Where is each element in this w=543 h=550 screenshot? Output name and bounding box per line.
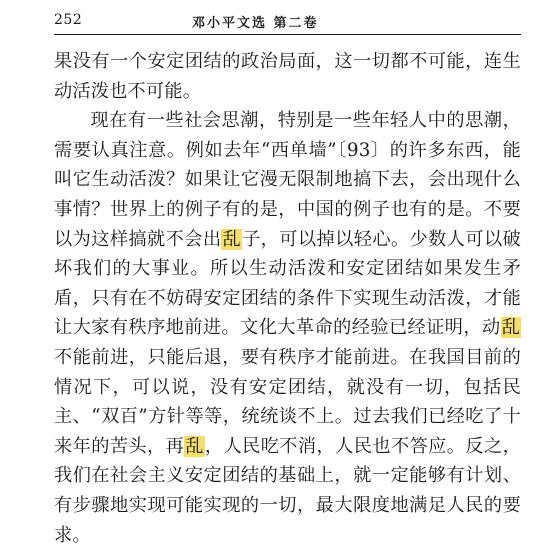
page-header bbox=[54, 10, 521, 35]
running-title: 邓小平文选 第二卷 bbox=[192, 16, 319, 31]
text-segment: 现在有一些社会思潮，特别是一些年轻人中的思潮，需要认真注意。例如去年“西单墙”〔93〕的许多东西，能叫它生动活泼？如果让它漫无限制地搞下去，会出现什么事情？世界上的例子有的是，中国的例子也有的是。不要以为这样搞就不会出 bbox=[54, 110, 521, 250]
text-segment: 果没有一个安定团结的政治局面，这一切都不可能，连生动活泼也不可能。 bbox=[54, 51, 521, 102]
paragraph-social-trends bbox=[54, 106, 521, 550]
highlighted-word: 乱 bbox=[185, 435, 204, 457]
text-segment: 不能前进，只能后退，要有秩序才能前进。在我国目前的情况下，可以说，没有安定团结，就没有一切，包括民主、“双百”方针等等，统统谈不上。过去我们已经吃了十来年的苦头，再 bbox=[54, 346, 521, 457]
body-text bbox=[54, 47, 521, 550]
highlighted-word: 乱 bbox=[222, 228, 242, 250]
text-segment: ，人民吃不消，人民也不答应。反之，我们在社会主义安定团结的基础上，就一定能够有计划、有步骤地实现可能实现的一切，最大限度地满足人民的要求。 bbox=[54, 435, 521, 546]
highlighted-word: 乱 bbox=[501, 317, 520, 339]
page-number: 252 bbox=[54, 12, 83, 28]
paragraph-continued bbox=[54, 47, 521, 106]
text-segment: 子，可以掉以轻心。少数人可以破坏我们的大事业。所以生动活泼和安定团结如果发生矛盾，只有在不妨碍安定团结的条件下实现生动活泼，才能让大家有秩序地前进。文化大革命的经验已经证明，动 bbox=[54, 228, 521, 339]
